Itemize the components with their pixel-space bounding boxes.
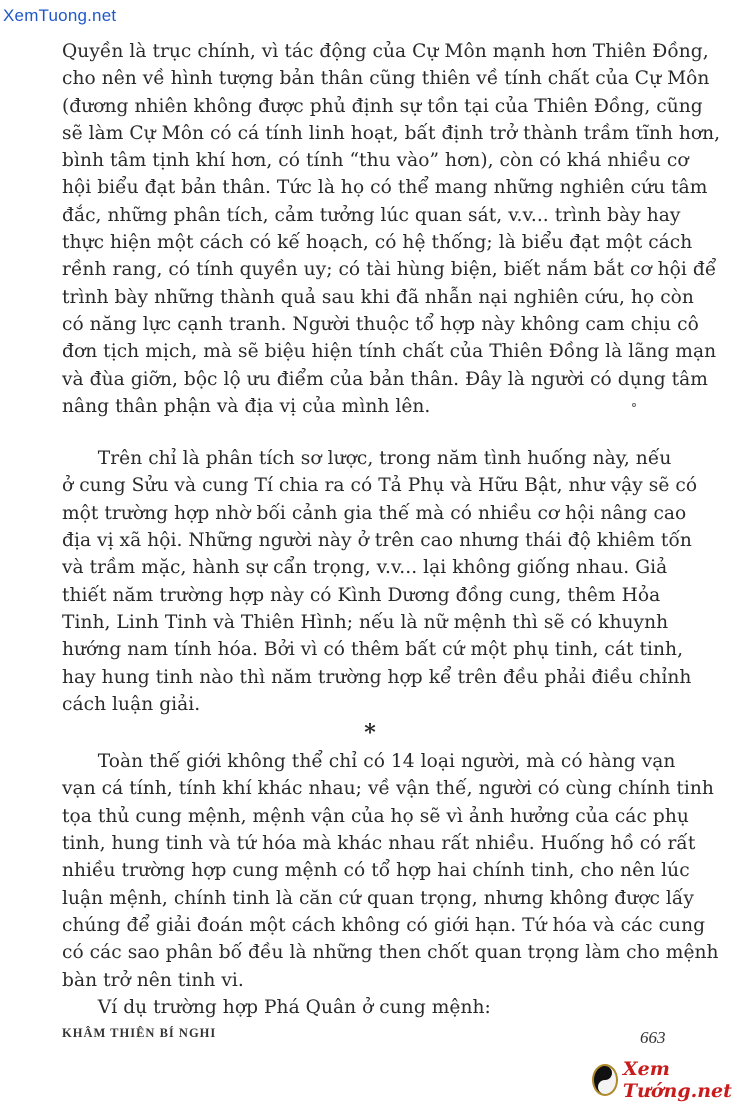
scan-speck — [632, 403, 636, 407]
paragraph-gap — [62, 420, 684, 445]
text-line: luận mệnh, chính tinh là căn cứ quan trọng, nhưng không được lấy — [62, 887, 694, 909]
site-brand[interactable]: XemTuong.net — [3, 6, 117, 25]
text-line: Ví dụ trường hợp Phá Quân ở cung mệnh: — [62, 996, 491, 1018]
paragraph-1 — [62, 38, 721, 420]
yin-yang-icon — [592, 1064, 618, 1096]
text-line: nhiều trường hợp cung mệnh có tổ hợp hai chính tinh, cho nên lúc — [62, 860, 690, 882]
logo-text: Xem Tướng.net — [622, 1058, 732, 1102]
text-line: cách luận giải. — [62, 693, 201, 715]
text-line: (đương nhiên không được phủ định sự tồn tại của Thiên Đồng, cũng — [62, 95, 703, 117]
text-line: đắc, những phân tích, cảm tưởng lúc quan sát, v.v... trình bày hay — [62, 204, 681, 226]
section-separator: * — [364, 720, 376, 747]
page-number: 663 — [640, 1028, 666, 1047]
text-line: bàn trở nên tinh vi. — [62, 969, 244, 991]
text-line: hay hung tinh nào thì năm trường hợp kể trên đều phải điều chỉnh — [62, 666, 692, 688]
text-line: sẽ làm Cự Môn có cá tính linh hoạt, bất định trở thành trầm tĩnh hơn, — [62, 122, 721, 144]
text-line: vạn cá tính, tính khí khác nhau; về vận thế, người có cùng chính tinh — [62, 778, 714, 800]
text-line: chúng để giải đoán một cách không có giới hạn. Tứ hóa và các cung — [62, 914, 706, 936]
text-line: hội biểu đạt bản thân. Tức là họ có thể mang những nghiên cứu tâm — [62, 177, 708, 199]
site-logo[interactable] — [592, 1058, 750, 1102]
text-line: bình tâm tịnh khí hơn, có tính “thu vào” hơn), còn có khá nhiều cơ — [62, 150, 689, 172]
book-title: KHÂM THIÊN BÍ NGHI — [62, 1026, 217, 1040]
text-line: Tinh, Linh Tinh và Thiên Hình; nếu là nữ mệnh thì sẽ có khuynh — [62, 611, 669, 633]
text-line: thực hiện một cách có kế hoạch, có hệ thống; là biểu đạt một cách — [62, 232, 693, 254]
paragraph-2 — [62, 445, 698, 718]
text-line: trình bày những thành quả sau khi đã nhẫn nại nghiên cứu, họ còn — [62, 286, 694, 308]
text-line: rềnh rang, có tính quyền uy; có tài hùng biện, biết nắm bắt cơ hội để — [62, 259, 717, 281]
text-line: ở cung Sửu và cung Tí chia ra có Tả Phụ và Hữu Bật, như vậy sẽ có — [62, 475, 698, 497]
text-line: đơn tịch mịch, mà sẽ biệu hiện tính chất của Thiên Đồng là lãng mạn — [62, 341, 717, 363]
text-line: Quyền là trục chính, vì tác động của Cự Môn mạnh hơn Thiên Đồng, — [62, 41, 709, 62]
text-line: có các sao phân bố đều là những then chốt quan trọng làm cho mệnh — [62, 942, 719, 964]
text-line: hướng nam tính hóa. Bởi vì có thêm bất cứ một phụ tinh, cát tinh, — [62, 639, 684, 661]
text-line: địa vị xã hội. Những người này ở trên cao nhưng thái độ khiêm tốn — [62, 530, 692, 552]
text-line: cho nên về hình tượng bản thân cũng thiên về tính chất của Cự Môn — [62, 68, 710, 90]
text-line: một trường hợp nhờ bối cảnh gia thế mà có nhiều cơ hội nâng cao — [62, 502, 687, 524]
page-body — [62, 38, 721, 1021]
text-line: và trầm mặc, hành sự cẩn trọng, v.v... lại không giống nhau. Giả — [62, 557, 668, 579]
paragraph-3 — [62, 748, 719, 1021]
text-line: có năng lực cạnh tranh. Người thuộc tổ hợp này không cam chịu cô — [62, 313, 699, 335]
text-line: Toàn thế giới không thể chỉ có 14 loại người, mà có hàng vạn — [62, 751, 676, 773]
text-line: và đùa giỡn, bộc lộ ưu điểm của bản thân. Đây là người có dụng tâm — [62, 368, 708, 390]
text-line: Trên chỉ là phân tích sơ lược, trong năm tình huống này, nếu — [62, 448, 672, 470]
text-line: tọa thủ cung mệnh, mệnh vận của họ sẽ vì ảnh hưởng của các phụ — [62, 805, 689, 827]
text-line: nâng thân phận và địa vị của mình lên. — [62, 395, 431, 417]
text-line: thiết năm trường hợp này có Kình Dương đồng cung, thêm Hỏa — [62, 584, 661, 606]
text-line: tinh, hung tinh và tứ hóa mà khác nhau rất nhiều. Huống hồ có rất — [62, 833, 696, 855]
